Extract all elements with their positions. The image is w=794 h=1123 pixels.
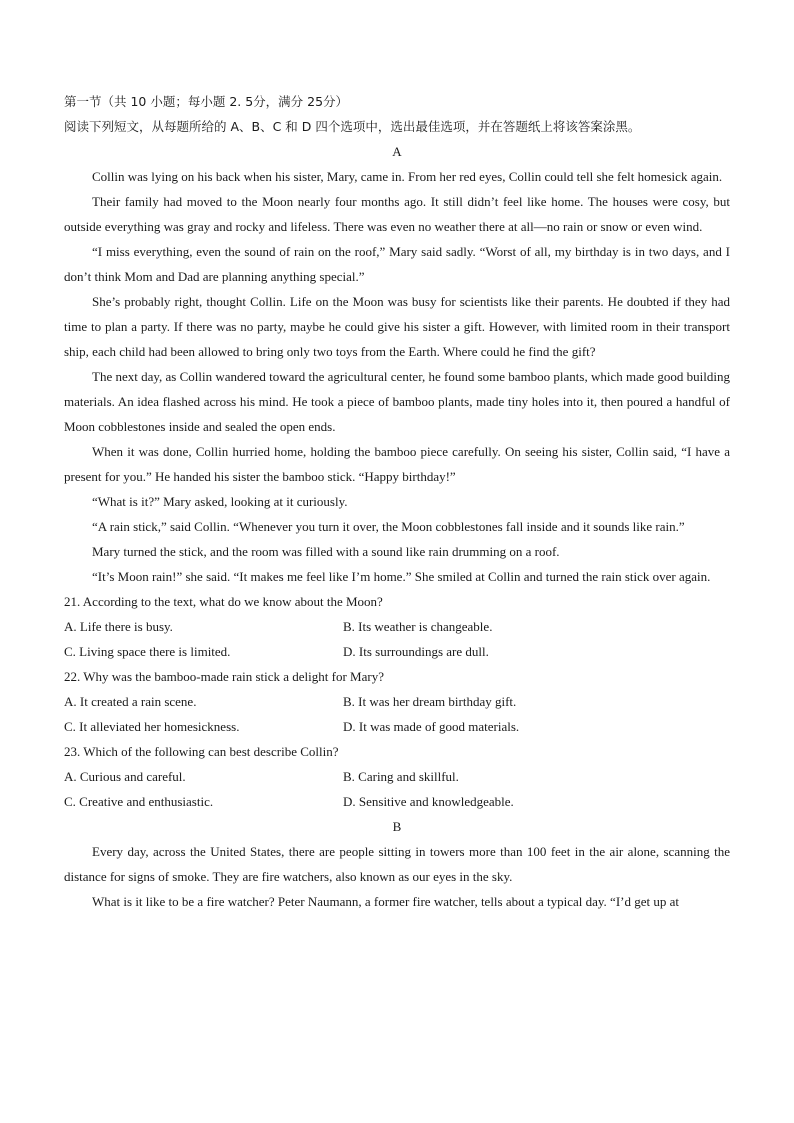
question-23-stem: 23. Which of the following can best describe Collin? — [64, 744, 339, 759]
question-22-options — [64, 689, 730, 739]
passage-a-paragraph: Collin was lying on his back when his sister, Mary, came in. From her red eyes, Collin could tell she felt homesick again. — [92, 169, 723, 184]
passage-b-paragraph: What is it like to be a fire watcher? Peter Naumann, a former fire watcher, tells about a typical day. “I’d get up at — [92, 894, 679, 909]
question-21-option-a[interactable]: A. Life there is busy. — [64, 619, 173, 634]
passage-b-paragraph: Every day, across the United States, there are people sitting in towers more than 100 feet in the air alone, scanning the distance for signs of smoke. They are fire watchers, also known as our eyes in the sky. — [64, 844, 730, 884]
section-instruction: 阅读下列短文，从每题所给的 A、B、C 和 D 四个选项中，选出最佳选项，并在答题纸上将该答案涂黑。 — [64, 119, 641, 134]
exam-page — [64, 89, 730, 914]
passage-a-paragraph: Their family had moved to the Moon nearly four months ago. It still didn’t feel like home. The houses were cosy, but outside everything was gray and rocky and lifeless. There was even no weather there at all—no rain or snow or even wind. — [64, 194, 730, 234]
question-21-option-c[interactable]: C. Living space there is limited. — [64, 644, 231, 659]
passage-a-paragraph: Mary turned the stick, and the room was filled with a sound like rain drumming on a roof. — [92, 544, 560, 559]
passage-a-label: A — [392, 144, 402, 159]
question-23-option-a[interactable]: A. Curious and careful. — [64, 769, 186, 784]
passage-a-paragraph: She’s probably right, thought Collin. Life on the Moon was busy for scientists like their parents. He doubted if they had time to plan a party. If there was no party, maybe he could give his sister a gift. However, with limited room in their transport ship, each child had been allowed to bring only two toys from the Earth. Where could he find the gift? — [64, 294, 730, 359]
question-23-option-c[interactable]: C. Creative and enthusiastic. — [64, 794, 214, 809]
passage-a-paragraph: “I miss everything, even the sound of rain on the roof,” Mary said sadly. “Worst of all, my birthday is in two days, and I don’t think Mom and Dad are planning anything special.” — [64, 244, 730, 284]
question-21-option-d[interactable]: D. Its surroundings are dull. — [343, 644, 489, 659]
question-22-option-a[interactable]: A. It created a rain scene. — [64, 694, 197, 709]
question-22-option-b[interactable]: B. It was her dream birthday gift. — [343, 694, 517, 709]
question-21-options — [64, 614, 730, 664]
passage-a-paragraph: “What is it?” Mary asked, looking at it curiously. — [92, 494, 348, 509]
question-23-options — [64, 764, 730, 814]
passage-a-paragraph: When it was done, Collin hurried home, holding the bamboo piece carefully. On seeing his sister, Collin said, “I have a present for you.” He handed his sister the bamboo stick. “Happy birthday!” — [64, 444, 730, 484]
question-23-option-d[interactable]: D. Sensitive and knowledgeable. — [343, 794, 514, 809]
question-21-option-b[interactable]: B. Its weather is changeable. — [343, 619, 493, 634]
section-heading: 第一节（共 10 小题；每小题 2. 5分，满分 25分） — [64, 94, 349, 109]
question-21-stem: 21. According to the text, what do we know about the Moon? — [64, 594, 383, 609]
question-22-stem: 22. Why was the bamboo-made rain stick a delight for Mary? — [64, 669, 384, 684]
question-22-option-d[interactable]: D. It was made of good materials. — [343, 719, 520, 734]
passage-a-paragraph: The next day, as Collin wandered toward the agricultural center, he found some bamboo plants, which made good building materials. An idea flashed across his mind. He took a piece of bamboo plants, made tiny holes into it, then poured a handful of Moon cobblestones inside and sealed the open ends. — [64, 369, 730, 434]
passage-b-label: B — [392, 819, 402, 834]
question-23-option-b[interactable]: B. Caring and skillful. — [343, 769, 459, 784]
passage-a-paragraph: “A rain stick,” said Collin. “Whenever you turn it over, the Moon cobblestones fall inside and it sounds like rain.” — [92, 519, 685, 534]
passage-a-paragraph: “It’s Moon rain!” she said. “It makes me feel like I’m home.” She smiled at Collin and turned the rain stick over again. — [92, 569, 711, 584]
question-22-option-c[interactable]: C. It alleviated her homesickness. — [64, 719, 240, 734]
